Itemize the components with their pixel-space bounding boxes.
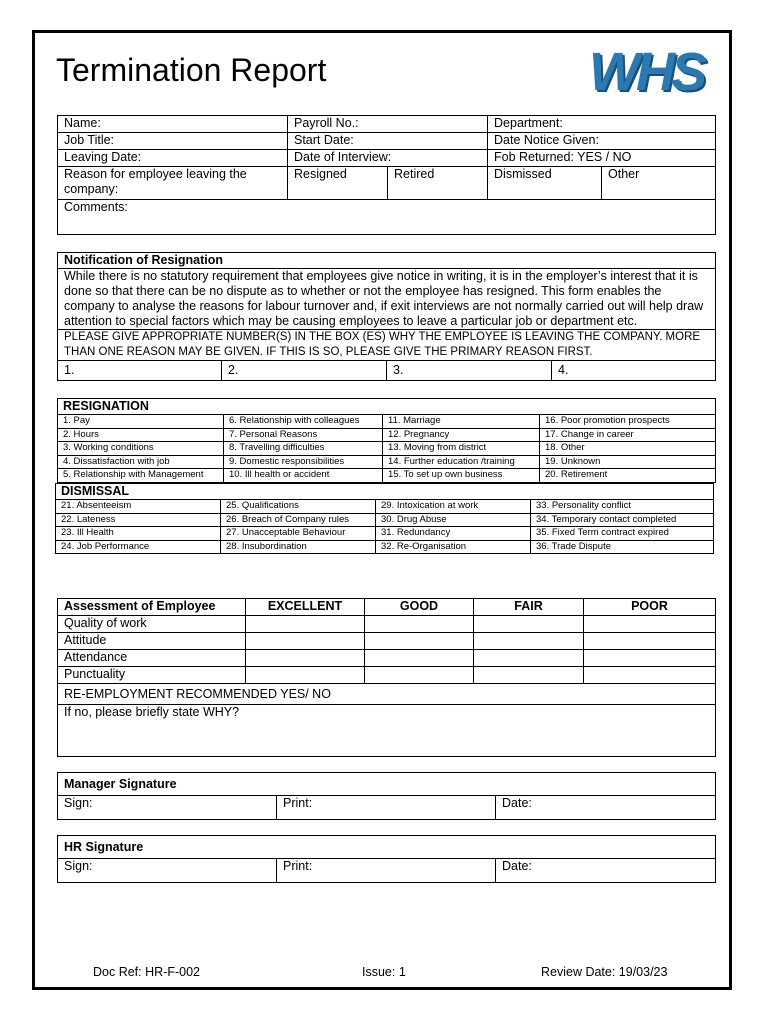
dismissal-code: 34. Temporary contact completed: [531, 513, 714, 527]
resignation-code: 8. Travelling difficulties: [224, 442, 383, 456]
name-field[interactable]: Name:: [58, 116, 288, 133]
column-poor: POOR: [584, 599, 716, 616]
hr-sign-field[interactable]: Sign:: [58, 859, 277, 883]
rating-cell[interactable]: [584, 650, 716, 667]
rating-cell[interactable]: [365, 667, 474, 684]
dismissal-code: 22. Lateness: [56, 513, 221, 527]
hr-date-field[interactable]: Date:: [496, 859, 716, 883]
dismissal-code: 23. Ill Health: [56, 527, 221, 541]
resignation-code: 13. Moving from district: [383, 442, 540, 456]
column-fair: FAIR: [474, 599, 584, 616]
dismissal-code: 29. Intoxication at work: [376, 500, 531, 514]
resignation-code: 20. Retirement: [540, 469, 716, 483]
assessment-row-label: Punctuality: [58, 667, 246, 684]
dismissal-code: 26. Breach of Company rules: [221, 513, 376, 527]
resignation-table: [57, 398, 716, 483]
resignation-code: 12. Pregnancy: [383, 428, 540, 442]
rating-cell[interactable]: [584, 616, 716, 633]
dismissal-code: 36. Trade Dispute: [531, 540, 714, 554]
dismissal-code: 33. Personality conflict: [531, 500, 714, 514]
hr-signature-table: [57, 835, 716, 883]
assessment-heading: Assessment of Employee: [58, 599, 246, 616]
notification-instruction: PLEASE GIVE APPROPRIATE NUMBER(S) IN THE BOX (ES) WHY THE EMPLOYEE IS LEAVING THE COMPANY. MORE THAN ONE REASON MAY BE GIVEN. IF THIS IS SO, PLEASE GIVE THE PRIMARY REASON FIRST.: [58, 330, 716, 361]
logo-text: WHS: [589, 42, 703, 102]
dismissal-code: 32. Re-Organisation: [376, 540, 531, 554]
resignation-code: 2. Hours: [58, 428, 224, 442]
dismissal-code: 31. Redundancy: [376, 527, 531, 541]
dismissal-code: 25. Qualifications: [221, 500, 376, 514]
notification-body: While there is no statutory requirement that employees give notice in writing, it is in the employer’s interest that it is done so that there can be no dispute as to whether or not the employee has resigned. This form enables the company to analyse the reasons for labour turnover and, if exit interviews are not normally carried out will help draw attention to special factors which may be causing employees to leave a particular job or department etc.: [58, 269, 716, 330]
assessment-table: [57, 598, 716, 757]
assessment-row-label: Quality of work: [58, 616, 246, 633]
reemployment-field[interactable]: RE-EMPLOYMENT RECOMMENDED YES/ NO: [58, 684, 716, 705]
resignation-code: 18. Other: [540, 442, 716, 456]
employee-details-table: [57, 115, 716, 235]
resignation-code: 4. Dissatisfaction with job: [58, 455, 224, 469]
rating-cell[interactable]: [584, 633, 716, 650]
payroll-field[interactable]: Payroll No.:: [288, 116, 488, 133]
doc-ref: Doc Ref: HR-F-002: [93, 965, 200, 979]
comments-field[interactable]: Comments:: [58, 200, 716, 235]
rating-cell[interactable]: [474, 633, 584, 650]
why-field[interactable]: If no, please briefly state WHY?: [58, 705, 716, 757]
dismissal-code: 35. Fixed Term contract expired: [531, 527, 714, 541]
hr-signature-heading: HR Signature: [58, 836, 716, 859]
reason-box-4[interactable]: 4.: [552, 361, 716, 381]
dismissal-heading: DISMISSAL: [56, 484, 714, 500]
issue-number: Issue: 1: [362, 965, 406, 979]
resignation-code: 5. Relationship with Management: [58, 469, 224, 483]
hr-print-field[interactable]: Print:: [277, 859, 496, 883]
resignation-code: 7. Personal Reasons: [224, 428, 383, 442]
rating-cell[interactable]: [246, 667, 365, 684]
rating-cell[interactable]: [365, 616, 474, 633]
start-date-field[interactable]: Start Date:: [288, 133, 488, 150]
rating-cell[interactable]: [246, 633, 365, 650]
manager-date-field[interactable]: Date:: [496, 796, 716, 820]
rating-cell[interactable]: [474, 667, 584, 684]
notification-table: [57, 252, 716, 381]
dismissal-code: 30. Drug Abuse: [376, 513, 531, 527]
reason-box-1[interactable]: 1.: [58, 361, 222, 381]
resignation-code: 11. Marriage: [383, 415, 540, 429]
page-title: Termination Report: [56, 52, 327, 88]
rating-cell[interactable]: [246, 650, 365, 667]
rating-cell[interactable]: [474, 616, 584, 633]
fob-returned-field[interactable]: Fob Returned: YES / NO: [488, 150, 716, 167]
manager-print-field[interactable]: Print:: [277, 796, 496, 820]
resignation-code: 16. Poor promotion prospects: [540, 415, 716, 429]
resignation-heading: RESIGNATION: [58, 399, 716, 415]
column-excellent: EXCELLENT: [246, 599, 365, 616]
resignation-code: 10. Ill health or accident: [224, 469, 383, 483]
dismissal-code: 28. Insubordination: [221, 540, 376, 554]
assessment-row-label: Attendance: [58, 650, 246, 667]
resignation-code: 3. Working conditions: [58, 442, 224, 456]
manager-signature-heading: Manager Signature: [58, 773, 716, 796]
resignation-code: 15. To set up own business: [383, 469, 540, 483]
dismissal-code: 21. Absenteeism: [56, 500, 221, 514]
notification-heading: Notification of Resignation: [58, 253, 716, 269]
dismissal-code: 27. Unacceptable Behaviour: [221, 527, 376, 541]
reason-box-2[interactable]: 2.: [222, 361, 387, 381]
dismissal-code: 24. Job Performance: [56, 540, 221, 554]
resignation-code: 9. Domestic responsibilities: [224, 455, 383, 469]
notice-date-field[interactable]: Date Notice Given:: [488, 133, 716, 150]
rating-cell[interactable]: [474, 650, 584, 667]
reason-box-3[interactable]: 3.: [387, 361, 552, 381]
department-field[interactable]: Department:: [488, 116, 716, 133]
dismissal-table: [55, 483, 714, 554]
resignation-code: 17. Change in career: [540, 428, 716, 442]
interview-date-field[interactable]: Date of Interview:: [288, 150, 488, 167]
other-option[interactable]: Other: [602, 167, 716, 200]
column-good: GOOD: [365, 599, 474, 616]
resignation-code: 19. Unknown: [540, 455, 716, 469]
review-date: Review Date: 19/03/23: [541, 965, 668, 979]
leaving-date-field[interactable]: Leaving Date:: [58, 150, 288, 167]
dismissed-option[interactable]: Dismissed: [488, 167, 602, 200]
whs-logo: [572, 40, 720, 104]
rating-cell[interactable]: [246, 616, 365, 633]
reason-label: Reason for employee leaving the company:: [58, 167, 288, 200]
retired-option[interactable]: Retired: [388, 167, 488, 200]
manager-signature-table: [57, 772, 716, 820]
resignation-code: 6. Relationship with colleagues: [224, 415, 383, 429]
rating-cell[interactable]: [584, 667, 716, 684]
rating-cell[interactable]: [365, 650, 474, 667]
resignation-code: 1. Pay: [58, 415, 224, 429]
manager-sign-field[interactable]: Sign:: [58, 796, 277, 820]
job-title-field[interactable]: Job Title:: [58, 133, 288, 150]
resigned-option[interactable]: Resigned: [288, 167, 388, 200]
assessment-row-label: Attitude: [58, 633, 246, 650]
rating-cell[interactable]: [365, 633, 474, 650]
resignation-code: 14. Further education /training: [383, 455, 540, 469]
